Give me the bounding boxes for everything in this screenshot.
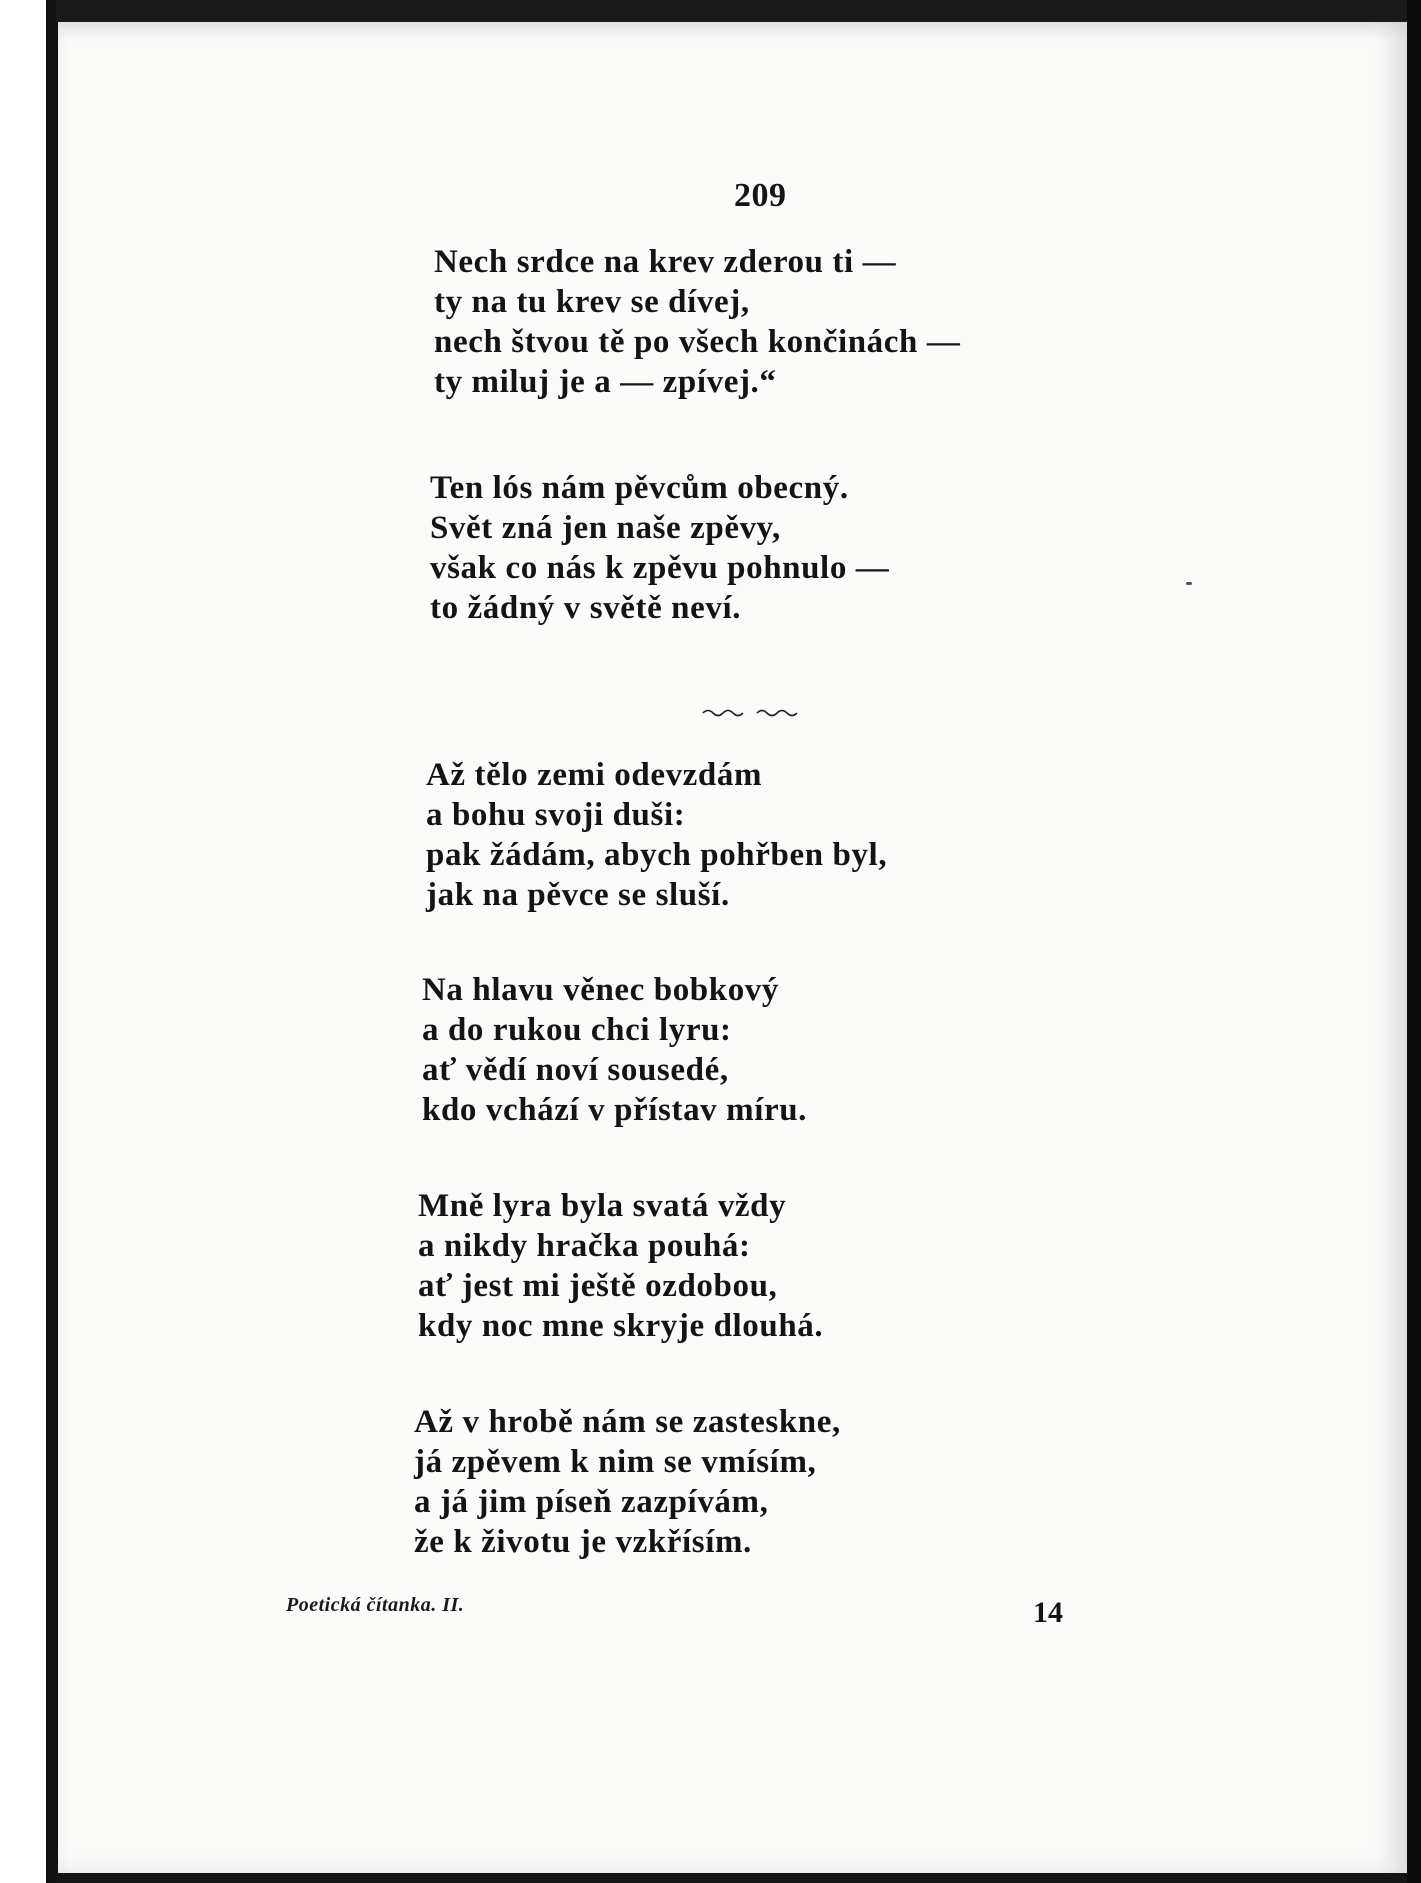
stanza-1 — [434, 242, 960, 402]
verse-line: to žádný v světě neví. — [430, 590, 742, 626]
verse-line: Nech srdce na krev zderou ti — — [434, 244, 897, 280]
verse-line: a bohu svoji duši: — [426, 797, 686, 833]
verse-line: že k životu je vzkřísím. — [414, 1524, 752, 1560]
stanza-6 — [414, 1402, 841, 1562]
verse-line: ty na tu krev se dívej, — [434, 284, 750, 320]
verse-line: a nikdy hračka pouhá: — [418, 1228, 751, 1264]
scan-bottom-border — [56, 1873, 1407, 1883]
verse-line: Až v hrobě nám se zasteskne, — [414, 1404, 841, 1440]
verse-line: a já jim píseň zazpívám, — [414, 1484, 769, 1520]
verse-line: ty miluj je a — zpívej.“ — [434, 364, 777, 400]
stanza-3 — [426, 755, 887, 915]
stanza-2 — [430, 468, 889, 628]
verse-line: Svět zná jen naše zpěvy, — [430, 510, 781, 546]
verse-line: ať vědí noví sousedé, — [422, 1052, 729, 1088]
book-spine-shadow — [46, 0, 58, 1883]
footer-signature: Poetická čítanka. II. — [286, 1594, 465, 1616]
page-number: 209 — [734, 177, 787, 214]
verse-line: já zpěvem k nim se vmísím, — [414, 1444, 817, 1480]
scan-right-border — [1407, 0, 1421, 1883]
scan-top-border — [56, 0, 1407, 22]
wavy-rule-ornament-icon — [701, 707, 801, 719]
stanza-5 — [418, 1186, 823, 1346]
footer-sheet-number: 14 — [1033, 1596, 1063, 1629]
verse-line: ať jest mi ještě ozdobou, — [418, 1268, 778, 1304]
verse-line: a do rukou chci lyru: — [422, 1012, 732, 1048]
verse-line: nech štvou tě po všech končinách — — [434, 324, 961, 360]
scan-speck — [1186, 582, 1192, 585]
verse-line: Na hlavu věnec bobkový — [422, 972, 780, 1008]
verse-line: Ten lós nám pěvcům obecný. — [430, 470, 849, 506]
verse-line: jak na pěvce se sluší. — [426, 877, 730, 913]
verse-line: kdy noc mne skryje dlouhá. — [418, 1308, 824, 1344]
verse-line: však co nás k zpěvu pohnulo — — [430, 550, 890, 586]
stanza-4 — [422, 970, 807, 1130]
page-sheet — [58, 22, 1407, 1873]
verse-line: Mně lyra byla svatá vždy — [418, 1188, 787, 1224]
verse-line: kdo vchází v přístav míru. — [422, 1092, 808, 1128]
verse-line: Až tělo zemi odevzdám — [426, 757, 763, 793]
verse-line: pak žádám, abych pohřben byl, — [426, 837, 888, 873]
